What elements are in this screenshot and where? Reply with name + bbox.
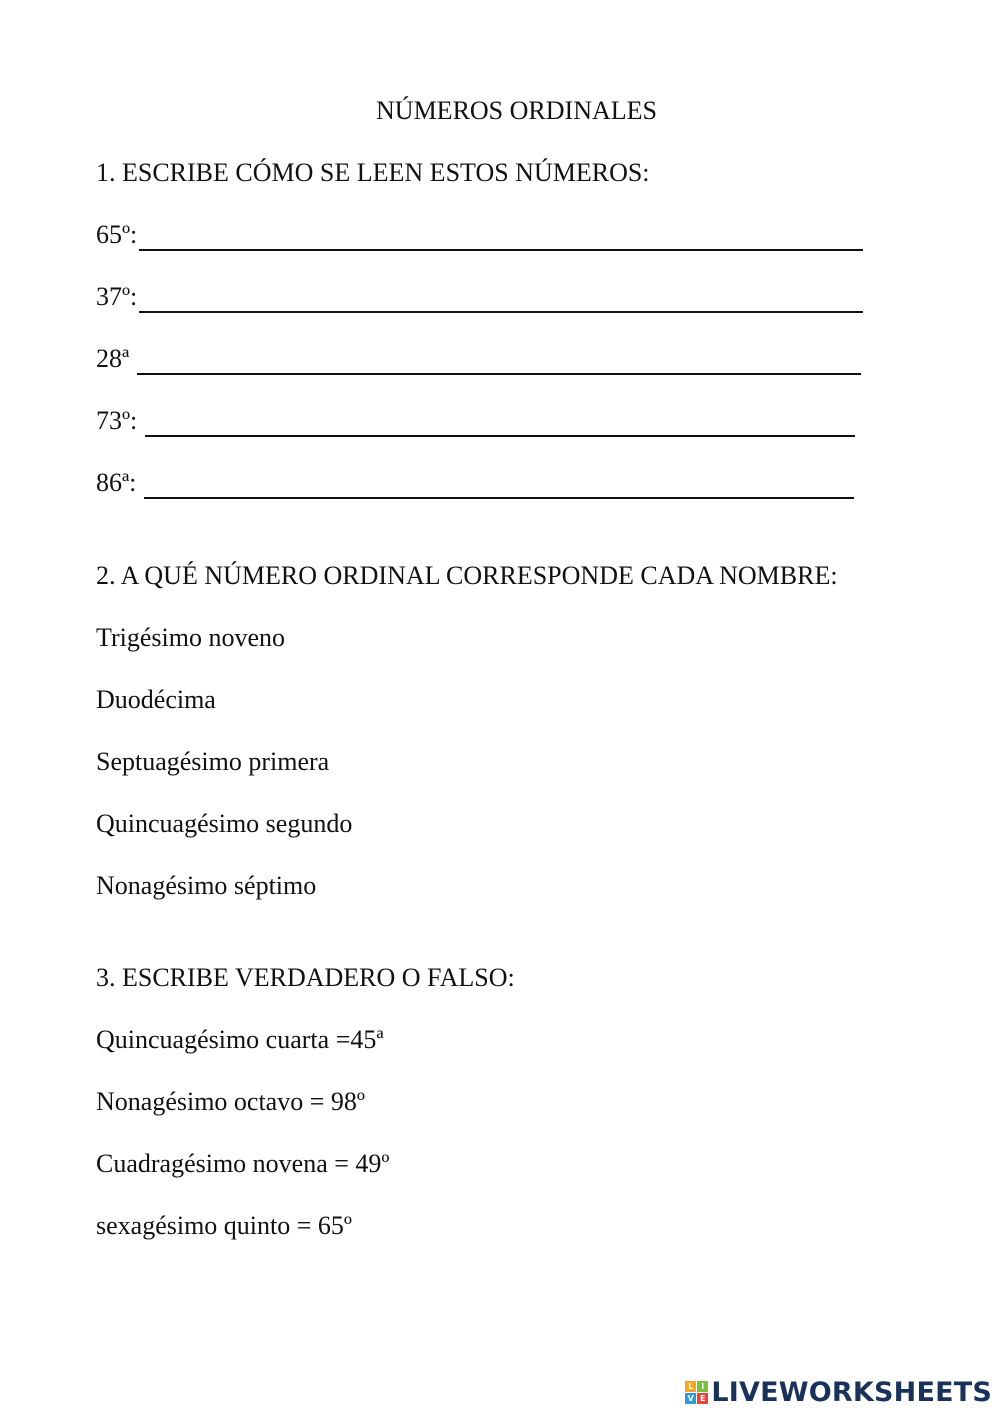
true-false-item: Nonagésimo octavo = 98º [96,1087,365,1116]
ordinal-label: 65º: [96,220,138,249]
ordinal-label: 37º: [96,282,138,311]
true-false-item: sexagésimo quinto = 65º [96,1211,352,1240]
section3-heading: 3. ESCRIBE VERDADERO O FALSO: [96,963,515,992]
answer-input-37[interactable] [139,285,863,313]
answer-row-2 [96,281,863,313]
answer-input-65[interactable] [139,223,863,251]
answer-row-5 [96,467,854,499]
answer-input-28[interactable] [137,347,861,375]
liveworksheets-wordmark: LIVEWORKSHEETS [711,1376,992,1408]
ordinal-label: 86ª: [96,468,137,497]
answer-input-73[interactable] [145,409,855,437]
logo-tile: E [697,1393,708,1404]
logo-tile: L [685,1381,696,1392]
ordinal-name-item: Nonagésimo séptimo [96,871,317,900]
ordinal-label: 28ª [96,344,130,373]
ordinal-name-item: Septuagésimo primera [96,747,330,776]
answer-row-4 [96,405,855,437]
true-false-item: Quincuagésimo cuarta =45ª [96,1025,384,1054]
answer-row-3 [96,343,861,375]
ordinal-name-item: Quincuagésimo segundo [96,809,353,838]
true-false-item: Cuadragésimo novena = 49º [96,1149,390,1178]
ordinal-name-item: Duodécima [96,685,216,714]
ordinal-label: 73º: [96,406,138,435]
liveworksheets-logo [685,1376,992,1408]
answer-input-86[interactable] [144,471,854,499]
page-title: NÚMEROS ORDINALES [376,96,657,125]
ordinal-name-item: Trigésimo noveno [96,623,285,652]
liveworksheets-logo-icon [685,1381,708,1404]
logo-tile: V [685,1393,696,1404]
answer-row-1 [96,219,863,251]
logo-tile: I [697,1381,708,1392]
section2-heading: 2. A QUÉ NÚMERO ORDINAL CORRESPONDE CADA NOMBRE: [96,561,838,590]
section1-heading: 1. ESCRIBE CÓMO SE LEEN ESTOS NÚMEROS: [96,158,650,187]
